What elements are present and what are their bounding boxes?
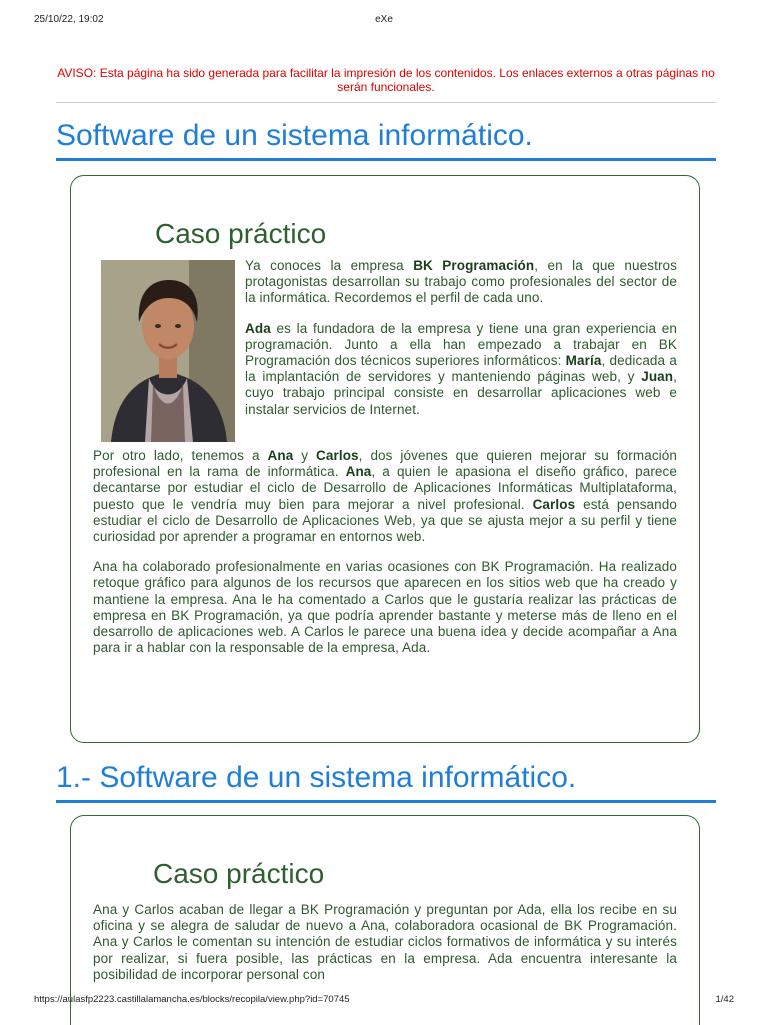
case-study-box-1 [70,175,700,743]
ada-portrait [101,260,235,442]
print-footer [0,994,768,1008]
bold-name: Carlos [316,448,359,463]
print-header [0,14,768,30]
paragraph-intro: Ya conoces la empresa BK Programación, en la que nuestros protagonistas desarrollan su trabajo como profesionales del sector de la informática. Recordemos el perfil de cada uno. [245,258,677,306]
bold-name: BK Programación [413,258,535,273]
bold-name: Juan [641,369,674,385]
section-title-software: Software de un sistema informático. [56,118,716,161]
print-title: eXe [375,14,393,25]
paragraph-collaboration: Ana ha colaborado profesionalmente en varias ocasiones con BK Programación. Ha realizado retoque gráfico para algunos de los recursos que aparecen en los sitios web que ha creado y mantiene la empresa. Ana le ha comentado a Carlos que le gustaría realizar las prácticas de empresa en BK Programación, ya que podría aprender bastante y meterse más de lleno en el desarrollo de aplicaciones web. A Carlos le parece una buena idea y decide acompañar a Ana para ir a hablar con la responsable de la empresa, Ada. [93,559,677,656]
paragraph-visit: Ana y Carlos acaban de llegar a BK Programación y preguntan por Ada, ella los recibe en su oficina y se alegra de saludar de nuevo a Ana, colaboradora ocasional de BK Programación. Ana y Carlos le comentan su intención de estudiar ciclos formativos de informática y su interés por realizar, si fuera posible, las prácticas en la empresa. Ada encuentra interesante la posibilidad de incorporar personal con [93,902,677,982]
bold-name: María [565,353,602,369]
print-notice: AVISO: Esta página ha sido generada para facilitar la impresión de los contenidos. Los enlaces externos a otras páginas no serán funcionales. [56,66,716,103]
case-study-title-2: Caso práctico [153,858,325,889]
print-date: 25/10/22, 19:02 [34,14,104,25]
bold-name: Carlos [532,496,576,512]
bold-name: Ana [345,464,372,480]
page-number: 1/42 [715,994,734,1005]
section-title-software-1: 1.- Software de un sistema informático. [56,760,716,803]
bold-name: Ada [245,320,271,336]
bold-name: Ana [267,448,294,463]
case-study-title: Caso práctico [155,218,327,249]
page-url: https://aulasfp2223.castillalamancha.es/blocks/recopila/view.php?id=70745 [34,994,350,1005]
woman-portrait-icon [101,260,235,442]
paragraph-ada: Ada es la fundadora de la empresa y tiene una gran experiencia en programación. Junto a ella han empezado a trabajar en BK Programación dos técnicos superiores informáticos: María, dedicada a la implantación de servidores y manteniendo páginas web, y Juan, cuyo trabajo principal consiste en desarrollar aplicaciones web e instalar servicios de Internet. [245,320,677,417]
paragraph-ana-carlos: Por otro lado, tenemos a Ana y Carlos, dos jóvenes que quieren mejorar su formación profesional en la rama de informática. Ana, a quien le apasiona el diseño gráfico, parece decantarse por estudiar el ciclo de Desarrollo de Aplicaciones Informáticas Multiplataforma, puesto que le vendría muy bien para mejorar a nivel profesional. Carlos está pensando estudiar el ciclo de Desarrollo de Aplicaciones Web, ya que se ajusta mejor a su perfil y tiene curiosidad por aprender a programar en entornos web. [93,448,677,545]
